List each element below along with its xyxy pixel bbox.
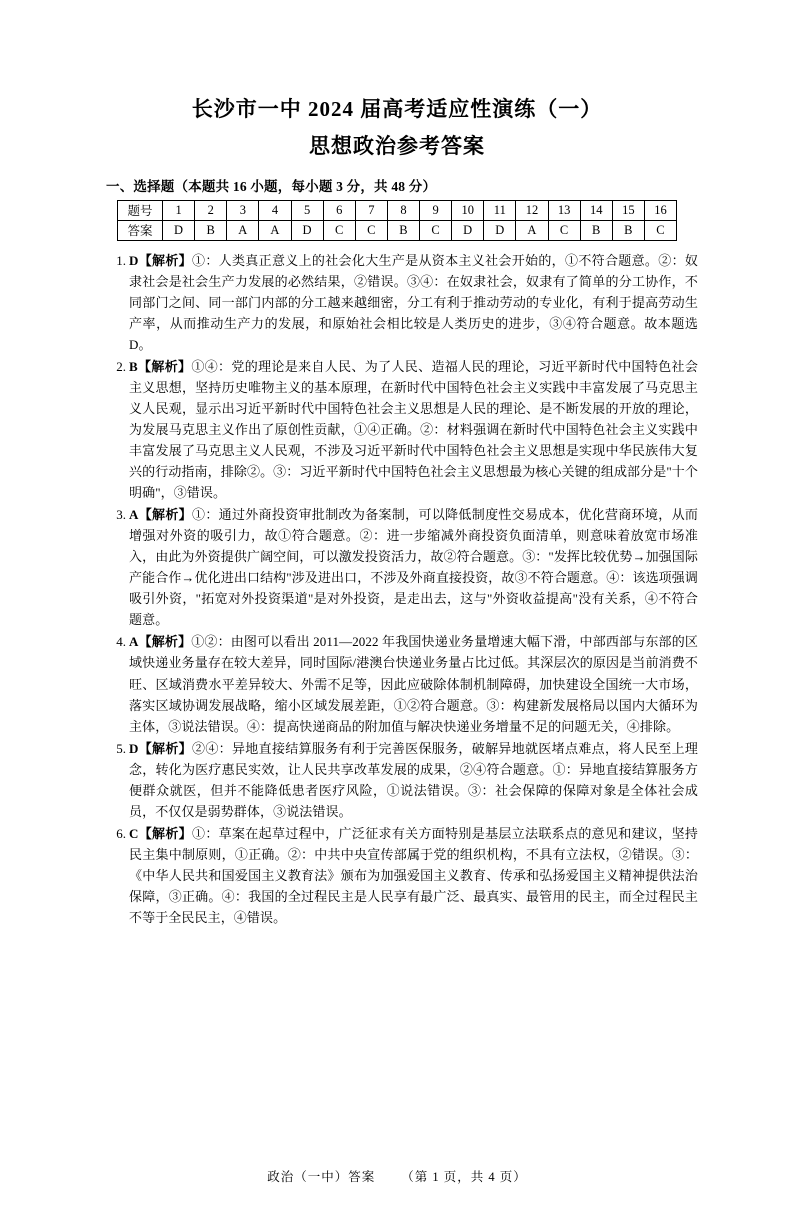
explanation-text: ①：通过外商投资审批制改为备案制，可以降低制度性交易成本，优化营商环境，从而增强对外资的吸引力，故①符合题意。②：进一步缩减外商投资负面清单，则意味着放宽市场准入，由此为外资提供广阔空间，可以激发投资活力，故②符合题意。③："发挥比较优势→加强国际产能合作→优化进出口结构"涉及进出口，不涉及外商直接投资，故③不符合题意。④：该选项强调吸引外资，"拓宽对外投资渠道"是对外投资，是走出去，这与"外资收益提高"没有关系，④不符合题意。 <box>129 507 698 628</box>
row-label-answer: 答案 <box>118 220 163 240</box>
table-cell: 5 <box>291 200 323 220</box>
explanation-body <box>129 356 698 503</box>
list-item <box>96 356 698 503</box>
footer-left: 政治（一中）答案 <box>267 1170 376 1184</box>
table-cell: C <box>323 220 355 240</box>
table-cell: 14 <box>580 200 612 220</box>
table-cell: 8 <box>387 200 419 220</box>
document-page <box>0 96 794 1219</box>
explanation-body <box>129 631 698 736</box>
table-cell: A <box>227 220 259 240</box>
table-cell: 1 <box>163 200 195 220</box>
explanation-tag: 【解析】 <box>138 507 193 523</box>
explanation-tag: 【解析】 <box>138 634 192 650</box>
answer-table <box>117 200 677 241</box>
footer-right: （第 1 页，共 4 页） <box>401 1170 527 1184</box>
table-cell: C <box>420 220 452 240</box>
table-cell: 16 <box>644 200 676 220</box>
table-cell: B <box>580 220 612 240</box>
table-cell: 7 <box>355 200 387 220</box>
list-item <box>96 738 698 822</box>
table-row-numbers <box>118 200 677 220</box>
page-subtitle: 思想政治参考答案 <box>309 134 485 159</box>
explanation-tag: 【解析】 <box>138 740 193 756</box>
table-cell: A <box>516 220 548 240</box>
explanation-answer: A <box>129 634 139 650</box>
table-cell: 15 <box>612 200 644 220</box>
page-title: 长沙市一中 2024 届高考适应性演练（一） <box>191 97 603 121</box>
explanation-tag: 【解析】 <box>137 358 192 374</box>
table-cell: 6 <box>323 200 355 220</box>
explanation-answer: D <box>129 252 139 268</box>
table-cell: 11 <box>484 200 516 220</box>
section-heading: 一、选择题（本题共 16 小题，每小题 3 分，共 48 分） <box>106 178 437 194</box>
table-cell: D <box>163 220 195 240</box>
explanation-text: ①②：由图可以看出 2011—2022 年我国快递业务量增速大幅下滑，中部西部与东部的区域快递业务量存在较大差异，同时国际/港澳台快递业务量占比过低。其深层次的原因是当前消费不旺、区域消费水平差异较大、外需不足等，因此应破除体制机制障碍，加快建设全国统一大市场，落实区域协调发展战略，缩小区域发展差距，①②符合题意。③：构建新发展格局以国内大循环为主体，③说法错误。④：提高快递商品的附加值与解决快递业务增量不足的问题无关，④排除。 <box>129 634 698 734</box>
explanation-body <box>129 823 698 928</box>
table-cell: A <box>259 220 291 240</box>
explanation-number: 1. <box>116 252 126 268</box>
table-cell: C <box>355 220 387 240</box>
explanation-number: 3. <box>116 507 126 523</box>
explanation-text: ②④：异地直接结算服务有利于完善医保服务，破解异地就医堵点难点，将人民至上理念，转化为医疗惠民实效，让人民共享改革发展的成果，②④符合题意。①：异地直接结算服务方便群众就医，但并不能降低患者医疗风险，①说法错误。③：社会保障的保障对象是全体社会成员，不仅仅是弱势群体，③说法错误。 <box>129 740 698 819</box>
explanation-number: 4. <box>116 634 126 650</box>
row-label-number: 题号 <box>118 200 163 220</box>
explanation-number: 5. <box>116 740 126 756</box>
table-cell: B <box>387 220 419 240</box>
explanation-body <box>129 250 698 355</box>
table-cell: D <box>452 220 484 240</box>
table-cell: C <box>548 220 580 240</box>
table-cell: 12 <box>516 200 548 220</box>
list-item <box>96 250 698 355</box>
explanation-body <box>129 738 698 822</box>
explanation-body <box>129 504 698 630</box>
explanation-number: 6. <box>116 825 126 841</box>
table-row-answers <box>118 220 677 240</box>
table-cell: 10 <box>452 200 484 220</box>
explanation-answer: B <box>129 358 138 374</box>
explanation-tag: 【解析】 <box>138 825 193 841</box>
list-item <box>96 823 698 928</box>
explanation-answer: C <box>129 825 139 841</box>
explanation-answer: A <box>129 507 139 523</box>
explanation-text: ①④：党的理论是来自人民、为了人民、造福人民的理论，习近平新时代中国特色社会主义思想，坚持历史唯物主义的基本原理，在新时代中国特色社会主义实践中丰富发展了马克思主义人民观，显示出习近平新时代中国特色社会主义思想是人民的理论、是不断发展的开放的理论，为发展马克思主义作出了原创性贡献，①④正确。②：材料强调在新时代中国特色社会主义实践中丰富发展了马克思主义人民观，不涉及习近平新时代中国特色社会主义思想是实现中华民族伟大复兴的行动指南，排除②。③：习近平新时代中国特色社会主义思想最为核心关键的组成部分是"十个明确"，③错误。 <box>129 358 698 501</box>
explanation-text: ①：草案在起草过程中，广泛征求有关方面特别是基层立法联系点的意见和建议，坚持民主集中制原则，①正确。②：中共中央宣传部属于党的组织机构，不具有立法权，②错误。③：《中华人民共和国爱国主义教育法》颁布为加强爱国主义教育、传承和弘扬爱国主义精神提供法治保障，③正确。④：我国的全过程民主是人民享有最广泛、最真实、最管用的民主，而全过程民主不等于全民民主，④错误。 <box>129 825 698 926</box>
table-cell: C <box>644 220 676 240</box>
table-cell: 4 <box>259 200 291 220</box>
list-item <box>96 504 698 630</box>
table-cell: 9 <box>420 200 452 220</box>
table-cell: D <box>291 220 323 240</box>
explanation-number: 2. <box>116 358 126 374</box>
page-footer <box>0 1167 794 1185</box>
table-cell: D <box>484 220 516 240</box>
table-cell: 13 <box>548 200 580 220</box>
table-cell: 3 <box>227 200 259 220</box>
table-cell: 2 <box>195 200 227 220</box>
list-item <box>96 631 698 736</box>
explanation-tag: 【解析】 <box>138 252 193 268</box>
explanation-answer: D <box>129 740 139 756</box>
table-cell: B <box>612 220 644 240</box>
table-cell: B <box>195 220 227 240</box>
explanation-list <box>96 250 698 929</box>
explanation-text: ①：人类真正意义上的社会化大生产是从资本主义社会开始的，①不符合题意。②：奴隶社会是社会生产力发展的必然结果，②错误。③④：在奴隶社会，奴隶有了简单的分工协作，不同部门之间、同一部门内部的分工越来越细密，分工有利于推动劳动的专业化，有利于提高劳动生产率，从而推动生产力的发展，和原始社会相比较是人类历史的进步，③④符合题意。故本题选 D。 <box>129 252 698 352</box>
